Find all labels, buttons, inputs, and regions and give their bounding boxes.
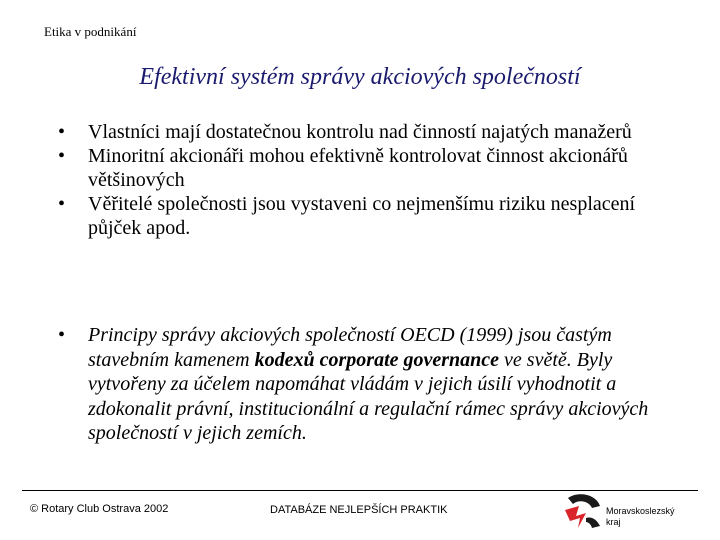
logo-text (606, 506, 702, 528)
bullet-text: Vlastníci mají dostatečnou kontrolu nad činností najatých manažerů (88, 121, 632, 143)
logo-text-line1: Moravskoslezský (606, 506, 675, 516)
bullet-dot: • (58, 121, 66, 143)
footer-divider (22, 490, 698, 491)
bullet-item (58, 120, 678, 144)
oecd-text-part1: Principy správy akciových společností OECD (1999) jsou častým stavebním kamenem (88, 324, 612, 371)
bullet-text: Věřitelé společnosti jsou vystaveni co nejmenšímu riziku nesplacení půjček apod. (88, 193, 636, 239)
logo-text-line2: kraj (606, 517, 621, 527)
bullet-text: Minoritní akcionáři mohou efektivně kontrolovat činnost akcionářů většinových (88, 145, 628, 191)
slide-title: Efektivní systém správy akciových společností (139, 64, 581, 90)
footer-copyright: © Rotary Club Ostrava 2002 (30, 503, 169, 515)
footer-database: DATABÁZE NEJLEPŠÍCH PRAKTIK (270, 504, 448, 516)
bullet-dot: • (58, 193, 66, 215)
bullet-item (58, 192, 678, 240)
oecd-text-bold: kodexů corporate governance (254, 348, 500, 371)
header-text: Etika v podnikání (44, 24, 137, 39)
oecd-bullet-item (58, 323, 678, 446)
bullet-dot: • (58, 324, 66, 346)
bullet-item (58, 144, 678, 192)
region-logo-icon (562, 492, 606, 532)
bullet-dot: • (58, 145, 66, 167)
oecd-text-part2: ve světě. Byly vytvořeny za účelem napomáhat vládám v jejich úsilí vyhodnotit a zdokonalit právní, institucionální a regulační rámec správy akciových společností v jejich zemích. (88, 348, 649, 444)
moravskoslezsky-logo (562, 492, 702, 532)
bullet-list (58, 120, 678, 240)
oecd-bullet-list (58, 323, 678, 446)
